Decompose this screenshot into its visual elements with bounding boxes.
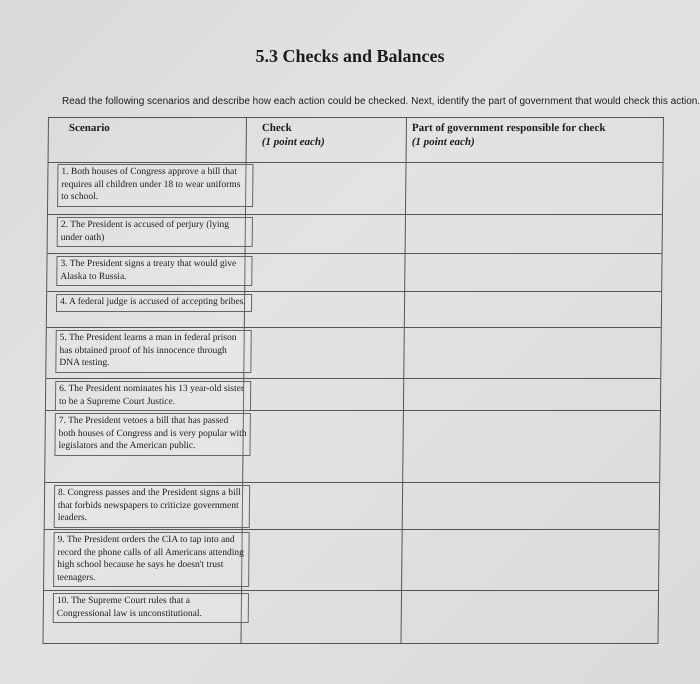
table-row	[44, 530, 659, 591]
table-row	[44, 591, 659, 642]
table-row	[45, 483, 659, 530]
header-part	[412, 121, 606, 149]
page-title: 5.3 Checks and Balances	[255, 46, 445, 66]
header-part-sub: (1 point each)	[411, 136, 475, 148]
header-scenario	[69, 121, 110, 135]
scenario-cell: 2. The President is accused of perjury (lying under oath)	[57, 217, 253, 247]
table-row	[47, 254, 661, 292]
scenario-cell: 10. The Supreme Court rules that a Congressional law is unconstitutional.	[53, 593, 249, 623]
scenario-cell: 4. A federal judge is accused of accepting bribes.	[56, 294, 252, 312]
header-part-label: Part of government responsible for check	[411, 122, 606, 134]
table-row	[48, 162, 663, 215]
scenario-cell: 7. The President vetoes a bill that has passed both houses of Congress and is very popular with legislators and the American public.	[54, 413, 250, 456]
checks-table	[42, 117, 664, 644]
table-row	[47, 292, 661, 328]
scenario-cell: 1. Both houses of Congress approve a bill that requires all children under 18 to wear uniforms to school.	[57, 164, 253, 207]
header-check-sub: (1 point each)	[261, 136, 325, 148]
header-check-label: Check	[261, 122, 292, 134]
table-row	[45, 411, 660, 483]
scenario-cell: 9. The President orders the CIA to tap into and record the phone calls of all Americans attending high school because he says he doesn't trust teenagers.	[53, 532, 250, 587]
table-row	[48, 215, 662, 254]
scenario-cell: 3. The President signs a treaty that would give Alaska to Russia.	[56, 256, 252, 286]
scenario-cell: 5. The President learns a man in federal prison has obtained proof of his innocence through DNA testing.	[55, 330, 251, 373]
instructions-text: Read the following scenarios and describe how each action could be checked. Next, identify the part of government that would check this action.	[62, 96, 700, 107]
table-header	[49, 118, 663, 163]
header-check	[262, 121, 325, 149]
scenario-cell: 6. The President nominates his 13 year-old sister to be a Supreme Court Justice.	[55, 381, 251, 411]
header-scenario-label: Scenario	[68, 122, 110, 134]
table-row	[46, 379, 660, 411]
table-row	[46, 328, 661, 379]
scenario-cell: 8. Congress passes and the President signs a bill that forbids newspapers to criticize government leaders.	[54, 485, 250, 528]
